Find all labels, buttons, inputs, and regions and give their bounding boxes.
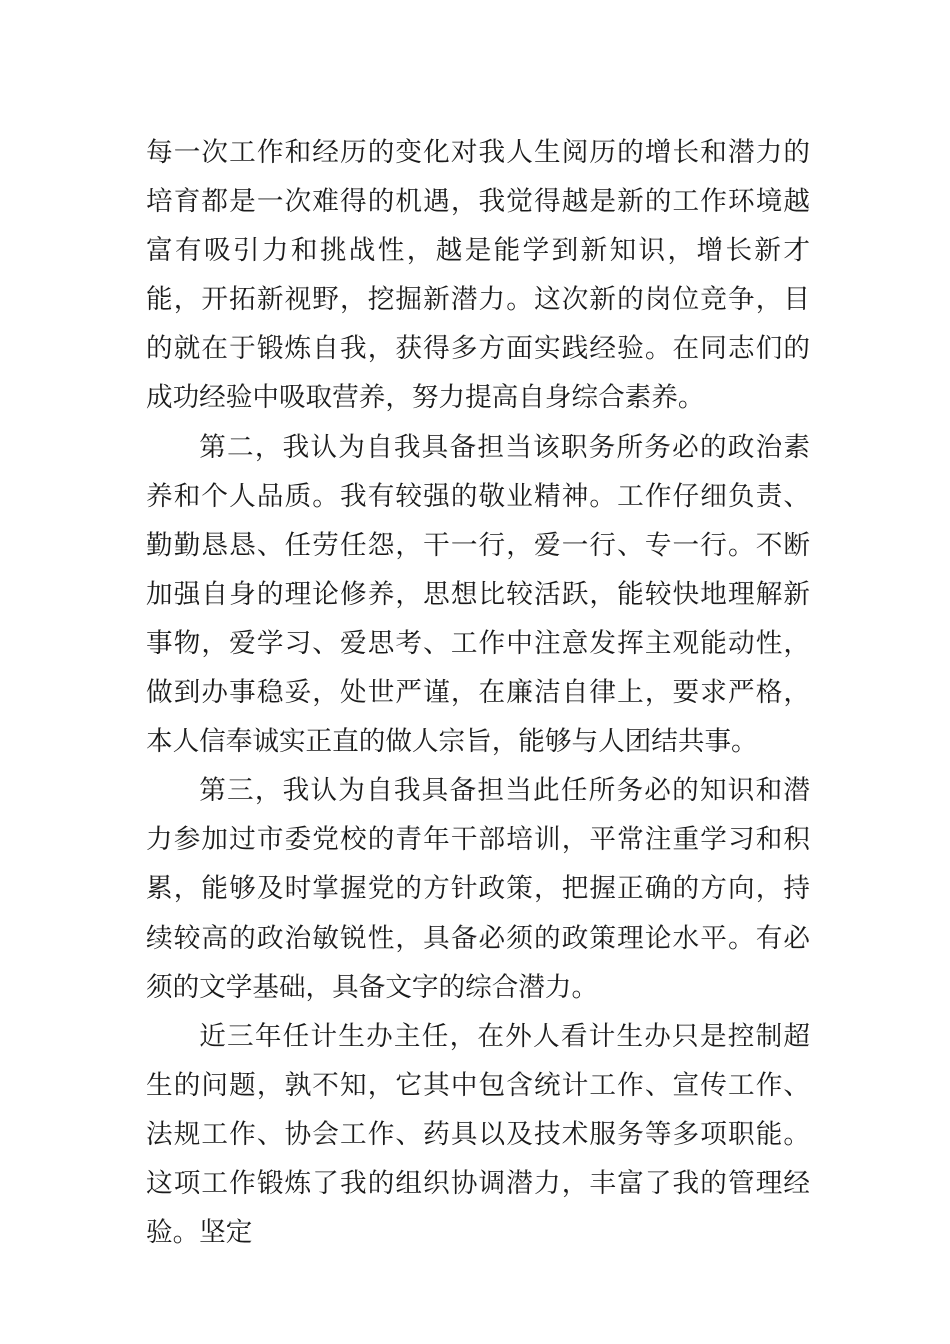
- document-body: [146, 128, 810, 1257]
- paragraph-family-planning: 近三年任计生办主任，在外人看计生办只是控制超生的问题，孰不知，它其中包含统计工作、宣传工作、法规工作、协会工作、药具以及技术服务等多项职能。这项工作锻炼了我的组织协调潜力，丰富了我的管理经验。坚定: [146, 1020, 810, 1249]
- paragraph-third-point: 第三，我认为自我具备担当此任所务必的知识和潜力参加过市委党校的青年干部培训，平常注重学习和积累，能够及时掌握党的方针政策，把握正确的方向，持续较高的政治敏锐性，具备必须的政策理论水平。有必须的文学基础，具备文字的综合潜力。: [146, 775, 810, 1003]
- paragraph-second-point: 第二，我认为自我具备担当该职务所务必的政治素养和个人品质。我有较强的敬业精神。工作仔细负责、勤勤恳恳、任劳任怨，干一行，爱一行、专一行。不断加强自身的理论修养，思想比较活跃，能较快地理解新事物，爱学习、爱思考、工作中注意发挥主观能动性，做到办事稳妥，处世严谨，在廉洁自律上，要求严格，本人信奉诚实正直的做人宗旨，能够与人团结共事。: [146, 431, 810, 758]
- paragraph-continuation: 每一次工作和经历的变化对我人生阅历的增长和潜力的培育都是一次难得的机遇，我觉得越是新的工作环境越富有吸引力和挑战性，越是能学到新知识，增长新才能，开拓新视野，挖掘新潜力。这次新的岗位竞争，目的就在于锻炼自我，获得多方面实践经验。在同志们的成功经验中吸取营养，努力提高自身综合素养。: [146, 137, 810, 414]
